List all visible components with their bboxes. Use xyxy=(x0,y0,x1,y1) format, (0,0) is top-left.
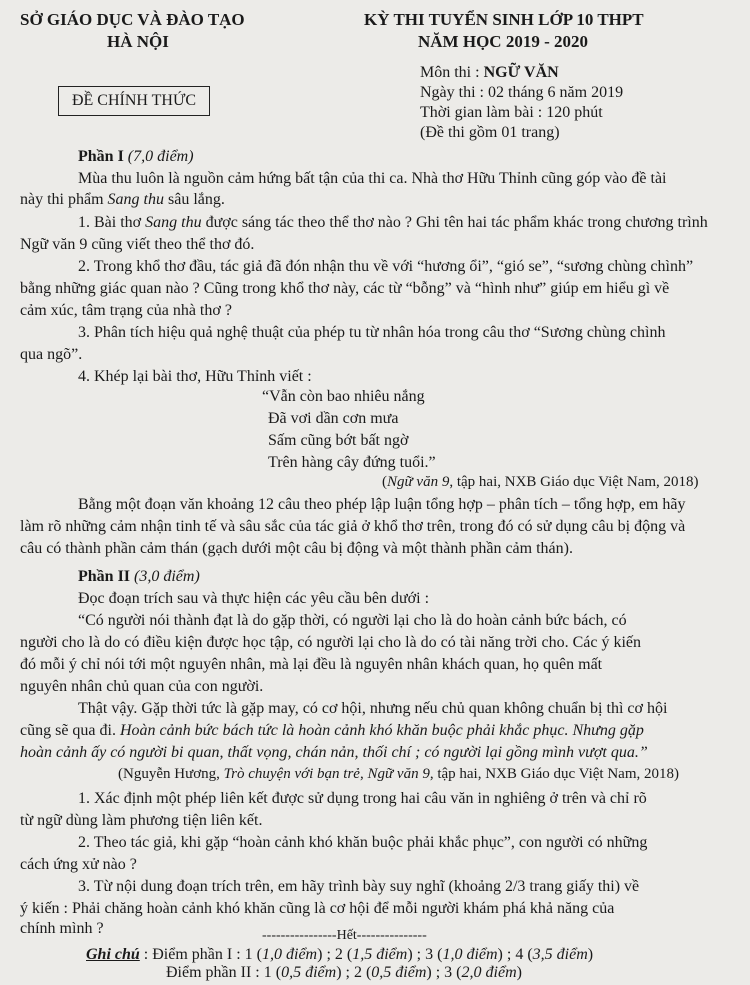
poem-line-4: Trên hàng cây đứng tuổi.” xyxy=(268,454,436,471)
exam-duration: Thời gian làm bài : 120 phút xyxy=(420,104,603,121)
task-line3: câu có thành phần cảm thán (gạch dưới một câu bị động và một thành phần cảm thán). xyxy=(20,540,573,557)
p2-q2-line1: 2. Theo tác giả, khi gặp “hoàn cảnh khó khăn buộc phải khắc phục”, con người có những xyxy=(78,834,648,851)
p2-q3-line2: ý kiến : Phải chăng hoàn cảnh khó khăn cũng là cơ hội để mỗi người khám phá khả năng của xyxy=(20,900,615,917)
exam-title: KỲ THI TUYỂN SINH LỚP 10 THPT xyxy=(364,10,644,29)
text: ) xyxy=(587,946,594,963)
q2-line1: 2. Trong khổ thơ đầu, tác giả đã đón nhận thu về với “hương ổi”, “gió se”, “sương chùng chình” xyxy=(78,258,694,275)
city-name: HÀ NỘI xyxy=(107,32,169,51)
part2-points: (3,0 điểm) xyxy=(130,568,200,585)
part1-points: (7,0 điểm) xyxy=(123,148,194,165)
school-year: NĂM HỌC 2019 - 2020 xyxy=(418,32,588,51)
excerpt-p1-line4: nguyên nhân chủ quan của con người. xyxy=(20,678,264,695)
text: 1. Bài thơ xyxy=(78,214,146,231)
task-line2: làm rõ những cảm nhận tinh tế và sâu sắc của tác giả ở khổ thơ trên, trong đó có sử dụng câu bị động và xyxy=(20,518,686,535)
p2-q3-line1: 3. Từ nội dung đoạn trích trên, em hãy trình bày suy nghĩ (khoảng 2/3 trang giấy thi) về xyxy=(78,878,640,895)
excerpt-p1-line3: đó mỗi ý chỉ nói tới một nguyên nhân, mà lại đều là nguyên nhân khách quan, họ quên mất xyxy=(20,656,603,673)
text: , tập hai, NXB Giáo dục Việt Nam, 2018) xyxy=(449,474,699,490)
p2-q1-line2: từ ngữ dùng làm phương tiện liên kết. xyxy=(20,812,263,829)
book-title: Trò chuyện với bạn trẻ xyxy=(223,766,360,782)
subject-line xyxy=(420,64,559,82)
excerpt-p1-line2: người cho là do có điều kiện được học tập, có người lại cho là do có tài năng trời cho. Các ý kiến xyxy=(20,634,642,651)
text: ) ; 3 ( xyxy=(407,946,443,963)
q3-line1: 3. Phân tích hiệu quả nghệ thuật của phép tu từ nhân hóa trong câu thơ “Sương chùng chình xyxy=(78,324,666,341)
task-line1: Bằng một đoạn văn khoảng 12 câu theo phép lập luận tổng hợp – phân tích – tổng hợp, em hãy xyxy=(78,496,686,513)
text: ) ; 3 ( xyxy=(426,964,462,981)
text: : xyxy=(139,946,153,963)
points: 1,0 điểm xyxy=(262,946,318,963)
text: Điểm phần I : 1 ( xyxy=(152,946,262,963)
text: sâu lắng. xyxy=(164,191,225,208)
points: 2,0 điểm xyxy=(461,964,517,981)
excerpt-p2-line3: hoàn cảnh ấy có người bi quan, thất vọng, chán nản, thối chí ; có người lại gồng mình vượt qua.” xyxy=(20,744,648,761)
part2-title: Phần II xyxy=(78,568,131,585)
text: ) ; 4 ( xyxy=(497,946,533,963)
text: ) xyxy=(516,964,522,981)
italic-sentence: Hoàn cảnh bức bách tức là hoàn cảnh khó khăn buộc phải khắc phục. Nhưng gặp xyxy=(119,722,644,739)
q1-line2: Ngữ văn 9 cũng viết theo thể thơ đó. xyxy=(20,236,255,253)
points: 0,5 điểm xyxy=(371,964,427,981)
q1-line1 xyxy=(78,214,708,232)
part1-intro-line2 xyxy=(20,191,225,209)
text: Điểm phần II : 1 ( xyxy=(166,964,282,981)
p2-q1-line1: 1. Xác định một phép liên kết được sử dụng trong hai câu văn in nghiêng ở trên và chỉ rõ xyxy=(78,790,647,807)
excerpt-source xyxy=(118,766,679,783)
part2-intro: Đọc đoạn trích sau và thực hiện các yêu cầu bên dưới : xyxy=(78,590,430,607)
excerpt-p1-line1: “Có người nói thành đạt là do gặp thời, có người lại cho là do hoàn cảnh bức bách, có xyxy=(78,612,627,629)
text: , tập hai, NXB Giáo dục Việt Nam, 2018) xyxy=(429,766,680,782)
end-marker: ----------------Hết--------------- xyxy=(262,928,427,943)
part1-title: Phần I xyxy=(78,148,124,165)
poem-title: Sang thu xyxy=(107,191,164,208)
q4-line: 4. Khép lại bài thơ, Hữu Thỉnh viết : xyxy=(78,368,312,385)
poem-line-1: “Vẫn còn bao nhiêu nắng xyxy=(262,388,425,405)
note-label: Ghi chú xyxy=(86,946,140,963)
q3-line2: qua ngõ”. xyxy=(20,346,83,363)
text: cũng sẽ qua đi. xyxy=(20,722,120,739)
note-line2 xyxy=(166,964,522,982)
text: ( xyxy=(382,474,387,490)
part1-intro-line1: Mùa thu luôn là nguồn cảm hứng bất tận của thi ca. Nhà thơ Hữu Thỉnh cũng góp vào đề tài xyxy=(78,170,667,187)
book-title: Ngữ văn 9 xyxy=(367,766,430,782)
text: ) ; 2 ( xyxy=(336,964,372,981)
part1-heading xyxy=(78,148,194,166)
poem-line-2: Đã vơi dần cơn mưa xyxy=(268,410,399,427)
points: 1,0 điểm xyxy=(442,946,498,963)
poem-title: Sang thu xyxy=(145,214,202,231)
text: này thi phẩm xyxy=(20,191,108,208)
points: 1,5 điểm xyxy=(352,946,408,963)
text: ) ; 2 ( xyxy=(317,946,353,963)
department-name: SỞ GIÁO DỤC VÀ ĐÀO TẠO xyxy=(20,10,245,29)
p2-q3-line3: chính mình ? xyxy=(20,920,104,937)
part2-heading xyxy=(78,568,200,586)
q2-line2: bằng những giác quan nào ? Cũng trong khổ thơ này, các từ “bỗng” và “hình như” giúp em hiểu gì về xyxy=(20,280,670,297)
subject-value: NGỮ VĂN xyxy=(483,64,559,81)
official-exam-box: ĐỀ CHÍNH THỨC xyxy=(58,86,210,116)
poem-line-3: Sấm cũng bớt bất ngờ xyxy=(268,432,409,449)
text: được sáng tác theo thể thơ nào ? Ghi tên hai tác phẩm khác trong chương trình xyxy=(201,214,708,231)
text: , xyxy=(359,766,368,782)
points: 0,5 điểm xyxy=(281,964,337,981)
note-line1 xyxy=(86,946,593,964)
text: (Nguyễn Hương, xyxy=(118,766,224,782)
excerpt-p2-line1: Thật vậy. Gặp thời tức là gặp may, có cơ hội, nhưng nếu chủ quan không chuẩn bị thì cơ hội xyxy=(78,700,668,717)
p2-q2-line2: cách ứng xử nào ? xyxy=(20,856,137,873)
q2-line3: cảm xúc, tâm trạng của nhà thơ ? xyxy=(20,302,232,319)
points: 3,5 điểm xyxy=(532,946,588,963)
poem-source xyxy=(382,474,699,491)
exam-date: Ngày thi : 02 tháng 6 năm 2019 xyxy=(420,84,624,101)
excerpt-p2-line2 xyxy=(20,722,644,740)
book-title: Ngữ văn 9 xyxy=(387,474,450,490)
page-count: (Đề thi gồm 01 trang) xyxy=(420,124,560,141)
subject-label: Môn thi : xyxy=(420,64,484,81)
